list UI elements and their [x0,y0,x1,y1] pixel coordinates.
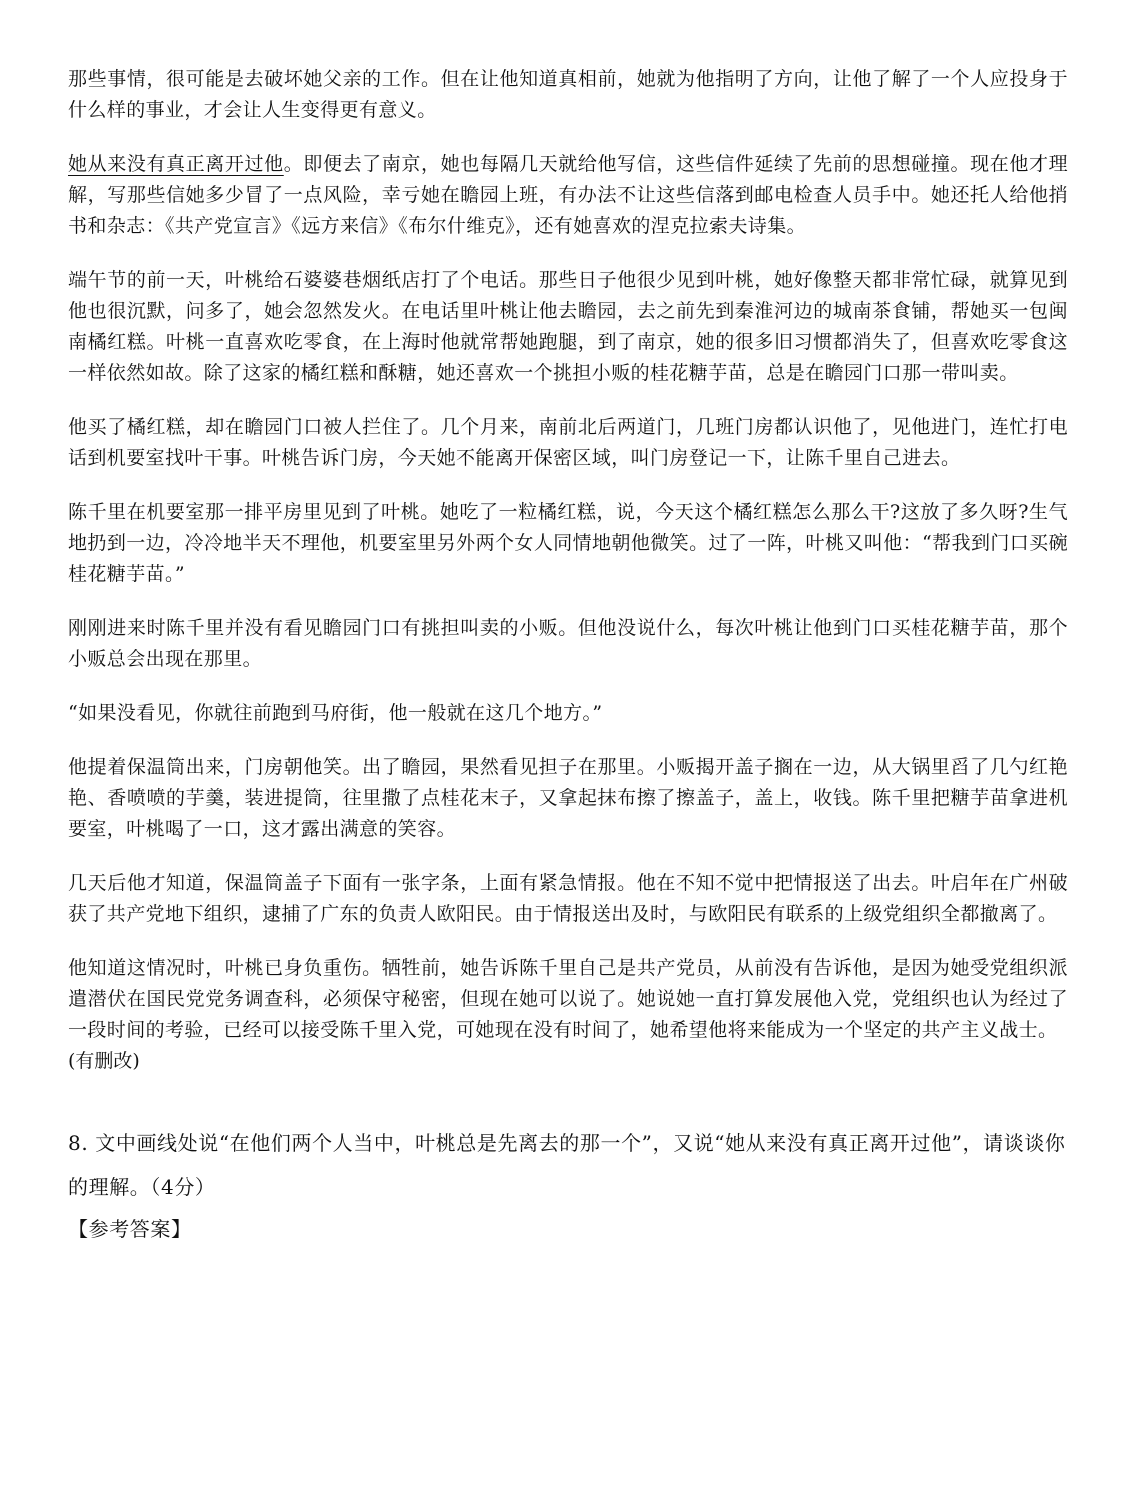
paragraph-6: 刚刚进来时陈千里并没有看见瞻园门口有挑担叫卖的小贩。但他没说什么，每次叶桃让他到门口买桂花糖芋苗，那个小贩总会出现在那里。 [68,617,1068,670]
paragraph-4: 他买了橘红糕，却在瞻园门口被人拦住了。几个月来，南前北后两道门，几班门房都认识他了，见他进门，连忙打电话到机要室找叶干事。叶桃告诉门房，今天她不能离开保密区域，叫门房登记一下，让陈千里自己进去。 [68,416,1068,469]
underlined-sentence: 她从来没有真正离开过他 [68,153,284,175]
question-8: 8. 文中画线处说“在他们两个人当中，叶桃总是先离去的那一个”，又说“她从来没有真正离开过他”，请谈谈你的理解。（4分） [68,1131,1066,1199]
source-note: (有删改) [68,1050,140,1072]
paragraph-2-rest: 。即便去了南京，她也每隔几天就给他写信，这些信件延续了先前的思想碰撞。现在他才理解，写那些信她多少冒了一点风险，幸亏她在瞻园上班，有办法不让这些信落到邮电检查人员手中。她还托人给他捎书和杂志：《共产党宣言》《远方来信》《布尔什维克》，还有她喜欢的涅克拉索夫诗集。 [68,153,1068,237]
paragraph-10: 他知道这情况时，叶桃已身负重伤。牺牲前，她告诉陈千里自己是共产党员，从前没有告诉他，是因为她受党组织派遣潜伏在国民党党务调查科，必须保守秘密，但现在她可以说了。她说她一直打算发展他入党，党组织也认为经过了一段时间的考验，已经可以接受陈千里入党，可她现在没有时间了，她希望他将来能成为一个坚定的共产主义战士。 [68,957,1068,1041]
paragraph-8: 他提着保温筒出来，门房朝他笑。出了瞻园，果然看见担子在那里。小贩揭开盖子搁在一边，从大锅里舀了几勺红艳艳、香喷喷的芋羹，装进提筒，往里撒了点桂花末子，又拿起抹布擦了擦盖子，盖上，收钱。陈千里把糖芋苗拿进机要室，叶桃喝了一口，这才露出满意的笑容。 [68,756,1068,840]
paragraph-2 [68,149,1068,242]
answer-label: 【参考答案】 [68,1217,192,1241]
paragraph-1: 那些事情，很可能是去破坏她父亲的工作。但在让他知道真相前，她就为他指明了方向，让他了解了一个人应投身于什么样的事业，才会让人生变得更有意义。 [68,68,1068,121]
paragraph-9: 几天后他才知道，保温筒盖子下面有一张字条，上面有紧急情报。他在不知不觉中把情报送了出去。叶启年在广州破获了共产党地下组织，逮捕了广东的负责人欧阳民。由于情报送出及时，与欧阳民有联系的上级党组织全都撤离了。 [68,872,1068,925]
paragraph-7: “如果没看见，你就往前跑到马府街，他一般就在这几个地方。” [68,702,603,724]
paragraph-3: 端午节的前一天，叶桃给石婆婆巷烟纸店打了个电话。那些日子他很少见到叶桃，她好像整天都非常忙碌，就算见到他也很沉默，问多了，她会忽然发火。在电话里叶桃让他去瞻园，去之前先到秦淮河边的城南茶食铺，帮她买一包闽南橘红糕。叶桃一直喜欢吃零食，在上海时他就常帮她跑腿，到了南京，她的很多旧习惯都消失了，但喜欢吃零食这一样依然如故。除了这家的橘红糕和酥糖，她还喜欢一个挑担小贩的桂花糖芋苗，总是在瞻园门口那一带叫卖。 [68,269,1068,384]
document-page [68,64,1068,1247]
paragraph-5: 陈千里在机要室那一排平房里见到了叶桃。她吃了一粒橘红糕，说，今天这个橘红糕怎么那么干?这放了多久呀?生气地扔到一边，冷冷地半天不理他，机要室里另外两个女人同情地朝他微笑。过了一阵，叶桃又叫他：“帮我到门口买碗桂花糖芋苗。” [68,501,1068,585]
